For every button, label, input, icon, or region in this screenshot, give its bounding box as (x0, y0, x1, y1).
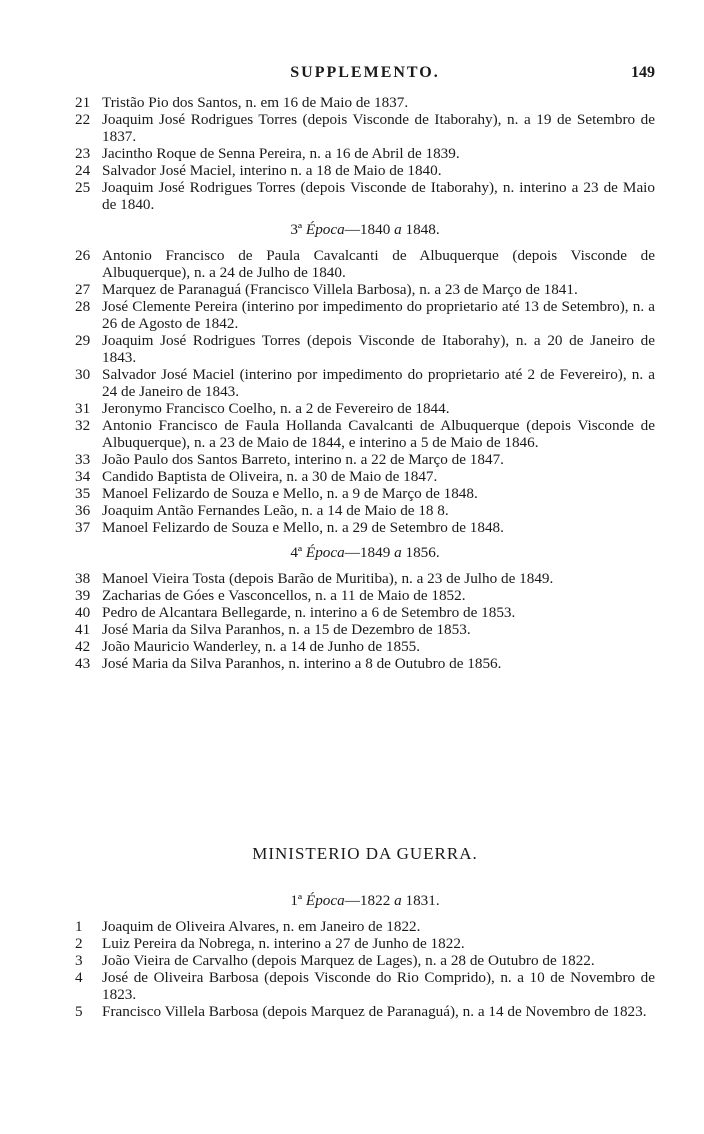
entry-number: 5 (75, 1003, 83, 1020)
list-item (75, 638, 655, 655)
epoch-prefix: 1ª (290, 892, 306, 909)
entry-text: Marquez de Paranaguá (Francisco Villela Barbosa), n. a 23 de Março de 1841. (102, 281, 578, 298)
entry-text: José de Oliveira Barbosa (depois Visconde do Rio Comprido), n. a 10 de Novembro de 1823. (102, 969, 655, 1003)
entry-list-b (75, 247, 655, 536)
running-head (75, 64, 655, 86)
entry-number: 29 (75, 332, 91, 349)
epoch-end: 1831. (401, 892, 440, 909)
entry-number: 37 (75, 519, 91, 536)
epoch-end: 1856. (401, 544, 440, 561)
entry-text: Joaquim José Rodrigues Torres (depois Visconde de Itaborahy), n. a 19 de Setembro de 1837. (102, 111, 655, 145)
list-item (75, 179, 655, 213)
entry-text: João Paulo dos Santos Barreto, interino n. a 22 de Março de 1847. (102, 451, 504, 468)
entry-number: 23 (75, 145, 91, 162)
entry-number: 1 (75, 918, 83, 935)
list-item (75, 111, 655, 145)
list-item (75, 94, 655, 111)
section-title: MINISTERIO DA GUERRA. (252, 844, 478, 863)
list-item (75, 485, 655, 502)
entry-text: João Vieira de Carvalho (depois Marquez de Lages), n. a 28 de Outubro de 1822. (102, 952, 595, 969)
list-item (75, 952, 655, 969)
entry-text: José Maria da Silva Paranhos, n. interino a 8 de Outubro de 1856. (102, 655, 502, 672)
entry-text: Salvador José Maciel (interino por impedimento do proprietario até 2 de Fevereiro), n. a 24 de Janeiro de 1843. (102, 366, 655, 400)
entry-text: Candido Baptista de Oliveira, n. a 30 de Maio de 1847. (102, 468, 438, 485)
entry-text: Salvador José Maciel, interino n. a 18 de Maio de 1840. (102, 162, 442, 179)
entry-number: 28 (75, 298, 91, 315)
entry-text: Manoel Felizardo de Souza e Mello, n. a 29 de Setembro de 1848. (102, 519, 504, 536)
list-item (75, 570, 655, 587)
entry-list-a (75, 94, 655, 213)
entries-block-1 (75, 94, 655, 672)
entry-text: Antonio Francisco de Paula Cavalcanti de Albuquerque (depois Visconde de Albuquerque), n. a 24 de Julho de 1840. (102, 247, 655, 281)
page-number: 149 (631, 64, 655, 81)
epoch-heading-1 (75, 892, 655, 909)
entry-list-d (75, 918, 655, 1020)
entry-text: Pedro de Alcantara Bellegarde, n. interino a 6 de Setembro de 1853. (102, 604, 516, 621)
entry-text: Jeronymo Francisco Coelho, n. a 2 de Fevereiro de 1844. (102, 400, 450, 417)
epoch-heading-4 (75, 544, 655, 561)
epoch-range: —1849 (344, 544, 395, 561)
entry-number: 40 (75, 604, 91, 621)
list-item (75, 519, 655, 536)
list-item (75, 604, 655, 621)
epoch-word: Época (305, 544, 345, 561)
entry-text: Francisco Villela Barbosa (depois Marquez de Paranaguá), n. a 14 de Novembro de 1823. (102, 1003, 647, 1020)
entry-number: 32 (75, 417, 91, 434)
epoch-end: 1848. (401, 221, 440, 238)
list-item (75, 298, 655, 332)
list-item (75, 969, 655, 1003)
entry-number: 26 (75, 247, 91, 264)
epoch-range: —1840 (344, 221, 395, 238)
list-item (75, 162, 655, 179)
entry-text: José Clemente Pereira (interino por impedimento do proprietario até 13 de Setembro), n. a 26 de Agosto de 1842. (102, 298, 655, 332)
entry-number: 30 (75, 366, 91, 383)
list-item (75, 332, 655, 366)
entry-number: 34 (75, 468, 91, 485)
epoch-word: Época (305, 221, 345, 238)
entry-text: Manoel Vieira Tosta (depois Barão de Muritiba), n. a 23 de Julho de 1849. (102, 570, 554, 587)
list-item (75, 621, 655, 638)
entry-text: Jacintho Roque de Senna Pereira, n. a 16 de Abril de 1839. (102, 145, 460, 162)
entry-number: 42 (75, 638, 91, 655)
entry-number: 39 (75, 587, 91, 604)
entry-number: 21 (75, 94, 91, 111)
entry-text: Joaquim Antão Fernandes Leão, n. a 14 de Maio de 18 8. (102, 502, 449, 519)
list-item (75, 1003, 655, 1020)
entry-number: 31 (75, 400, 91, 417)
entry-number: 2 (75, 935, 83, 952)
entry-text: Joaquim José Rodrigues Torres (depois Visconde de Itaborahy), n. a 20 de Janeiro de 1843. (102, 332, 655, 366)
entry-number: 24 (75, 162, 91, 179)
entry-number: 41 (75, 621, 91, 638)
epoch-range: —1822 (344, 892, 395, 909)
entry-number: 22 (75, 111, 91, 128)
entry-text: José Maria da Silva Paranhos, n. a 15 de Dezembro de 1853. (102, 621, 471, 638)
epoch-word: Época (305, 892, 345, 909)
entry-text: Manoel Felizardo de Souza e Mello, n. a 9 de Março de 1848. (102, 485, 478, 502)
entry-text: Luiz Pereira da Nobrega, n. interino a 27 de Junho de 1822. (102, 935, 465, 952)
page-header-title: SUPPLEMENTO. (290, 64, 440, 81)
entry-text: Joaquim José Rodrigues Torres (depois Visconde de Itaborahy), n. interino a 23 de Maio de 1840. (102, 179, 655, 213)
entry-number: 38 (75, 570, 91, 587)
list-item (75, 281, 655, 298)
entry-number: 33 (75, 451, 91, 468)
entry-text: Antonio Francisco de Faula Hollanda Cavalcanti de Albuquerque (depois Visconde de Albuquerque), n. a 23 de Maio de 1844, e interino a 5 de Maio de 1846. (102, 417, 655, 451)
entry-number: 4 (75, 969, 83, 986)
epoch-prefix: 4ª (290, 544, 306, 561)
epoch-a: a (394, 892, 402, 909)
entry-number: 36 (75, 502, 91, 519)
entry-list-c (75, 570, 655, 672)
epoch-a: a (394, 544, 402, 561)
entry-text: Zacharias de Góes e Vasconcellos, n. a 11 de Maio de 1852. (102, 587, 466, 604)
list-item (75, 468, 655, 485)
entry-number: 25 (75, 179, 91, 196)
list-item (75, 502, 655, 519)
epoch-prefix: 3ª (290, 221, 306, 238)
list-item (75, 247, 655, 281)
entry-number: 3 (75, 952, 83, 969)
list-item (75, 655, 655, 672)
list-item (75, 451, 655, 468)
list-item (75, 366, 655, 400)
entry-text: João Mauricio Wanderley, n. a 14 de Junho de 1855. (102, 638, 421, 655)
entry-text: Joaquim de Oliveira Alvares, n. em Janeiro de 1822. (102, 918, 421, 935)
entry-number: 35 (75, 485, 91, 502)
epoch-heading-3 (75, 221, 655, 238)
entry-text: Tristão Pio dos Santos, n. em 16 de Maio de 1837. (102, 94, 409, 111)
list-item (75, 145, 655, 162)
list-item (75, 417, 655, 451)
entry-number: 27 (75, 281, 91, 298)
list-item (75, 400, 655, 417)
list-item (75, 935, 655, 952)
list-item (75, 587, 655, 604)
epoch-a: a (394, 221, 402, 238)
entries-block-2 (75, 892, 655, 1020)
list-item (75, 918, 655, 935)
entry-number: 43 (75, 655, 91, 672)
